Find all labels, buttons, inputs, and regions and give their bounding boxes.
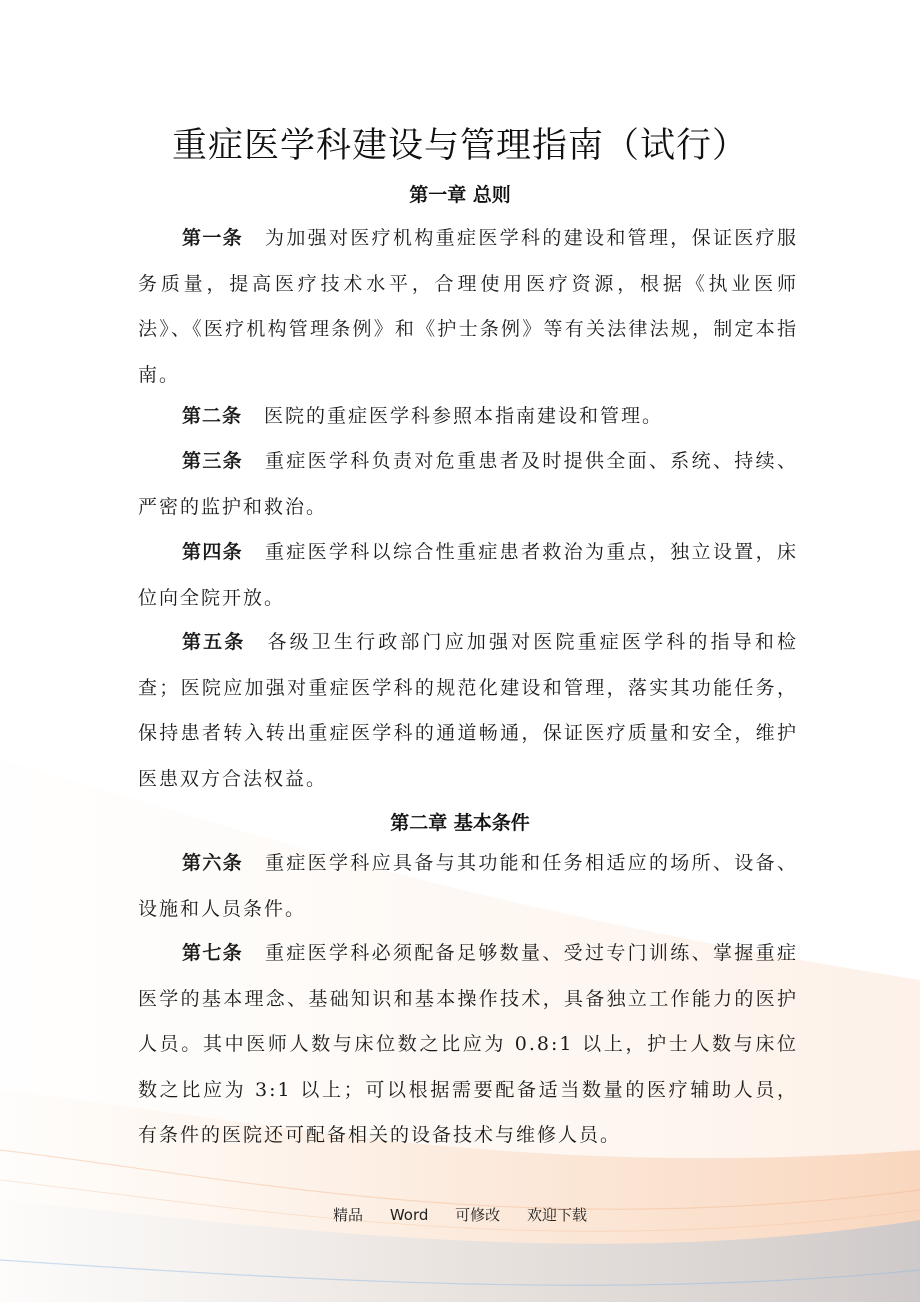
article [138,439,798,530]
article [138,530,798,621]
chapter-heading: 第二章 基本条件 [390,812,530,834]
article [138,216,798,398]
footer-item: 精品 [333,1206,364,1224]
article-text: 为加强对医疗机构重症医学科的建设和管理，保证医疗服务质量，提高医疗技术水平，合理使用医疗资源，根据《执业医师法》、《医疗机构管理条例》和《护士条例》等有关法律法规，制定本指南。 [138,227,798,386]
article-text: 医院的重症医学科参照本指南建设和管理。 [264,405,664,427]
document-title: 重症医学科建设与管理指南（试行） [171,126,748,166]
footer-item: 可修改 [455,1206,501,1224]
footer-item: Word [389,1206,429,1224]
article-number: 第四条 [182,541,243,563]
article [138,394,798,440]
footer-item: 欢迎下载 [526,1206,587,1224]
article-number: 第一条 [182,227,243,249]
article-text: 重症医学科必须配备足够数量、受过专门训练、掌握重症医学的基本理念、基础知识和基本操作技术，具备独立工作能力的医护人员。其中医师人数与床位数之比应为 0.8:1 以上，护士人数与床位数之比应为 3:1 以上；可以根据需要配备适当数量的医疗辅助人员，有条件的医院还可配备相关的设备技术与维修人员。 [138,942,798,1146]
article-text: 重症医学科应具备与其功能和任务相适应的场所、设备、设施和人员条件。 [138,852,798,920]
article-text: 重症医学科负责对危重患者及时提供全面、系统、持续、严密的监护和救治。 [138,450,798,518]
article-number: 第二条 [182,405,243,427]
article [138,620,798,802]
article [138,841,798,932]
article [138,931,798,1159]
article-number: 第五条 [182,631,246,653]
page-footer [0,1204,920,1225]
article-number: 第六条 [182,852,243,874]
article-text: 重症医学科以综合性重症患者救治为重点，独立设置，床位向全院开放。 [138,541,798,609]
article-number: 第七条 [182,942,243,964]
article-number: 第三条 [182,450,243,472]
article-text: 各级卫生行政部门应加强对医院重症医学科的指导和检查；医院应加强对重症医学科的规范化建设和管理，落实其功能任务，保持患者转入转出重症医学科的通道畅通，保证医疗质量和安全，维护医患双方合法权益。 [138,631,798,790]
chapter-heading: 第一章 总则 [409,184,511,206]
